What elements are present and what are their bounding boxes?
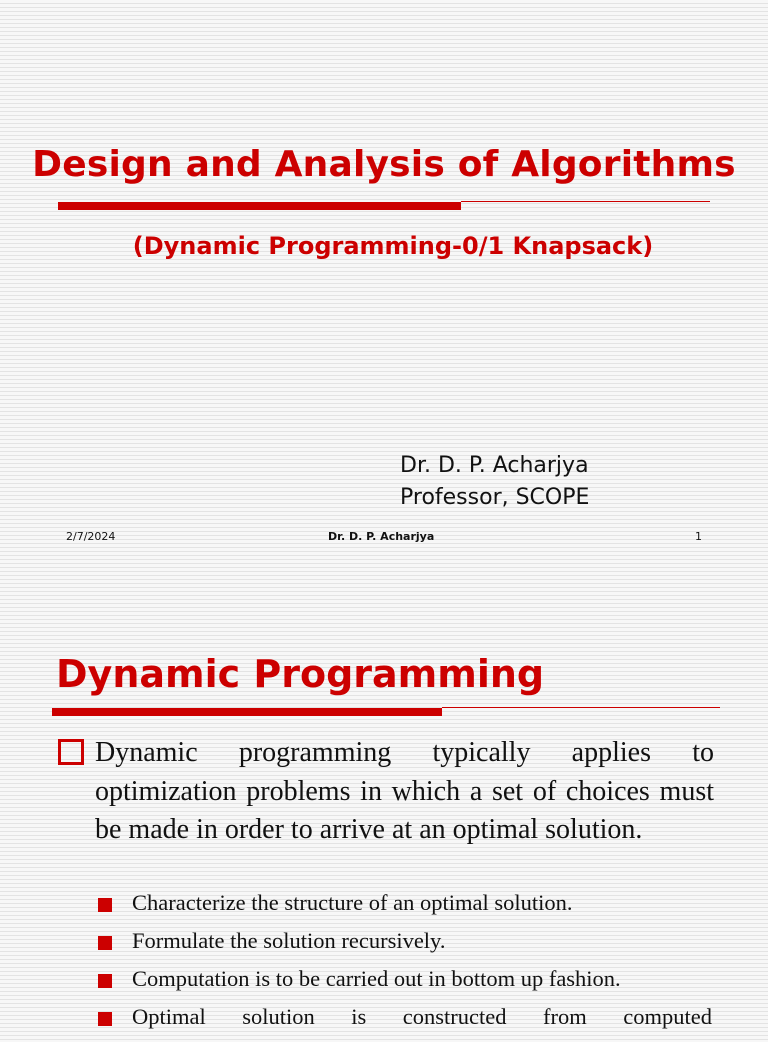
sub-bullet-list [98,890,712,1042]
footer-page-number: 1 [695,530,702,543]
hollow-square-bullet-icon [58,739,84,765]
filled-square-bullet-icon [98,898,112,912]
sub-bullet-item [98,1004,712,1042]
slide-1-title: Design and Analysis of Algorithms [32,144,736,185]
sub-bullet-text: Characterize the structure of an optimal solution. [132,890,573,915]
footer-author: Dr. D. P. Acharjya [328,530,435,543]
slide-2-title: Dynamic Programming [56,652,545,696]
sub-bullet-text: Formulate the solution recursively. [132,928,446,953]
sub-bullet-text: Computation is to be carried out in bottom up fashion. [132,966,621,991]
author-name: Dr. D. P. Acharjya [400,453,589,478]
author-title: Professor, SCOPE [400,485,590,510]
sub-bullet-text: Optimal solution is constructed from computed [132,1004,712,1029]
slide-2-rule-thick [52,708,442,716]
sub-bullet-item [98,928,712,966]
footer-date: 2/7/2024 [66,530,116,543]
slide-2-rule-thin [442,707,720,708]
sub-bullet-item [98,966,712,1004]
author-block [400,450,589,514]
slide-1-subtitle: (Dynamic Programming-0/1 Knapsack) [132,232,654,260]
filled-square-bullet-icon [98,936,112,950]
title-rule-thick [58,202,461,210]
main-bullet-text: Dynamic programming typically applies to optimization problems in which a set of choices must be made in order to arrive at an optimal solution. [95,737,714,845]
filled-square-bullet-icon [98,974,112,988]
main-bullet [58,734,714,850]
sub-bullet-item [98,890,712,928]
title-rule-thin [461,201,710,202]
